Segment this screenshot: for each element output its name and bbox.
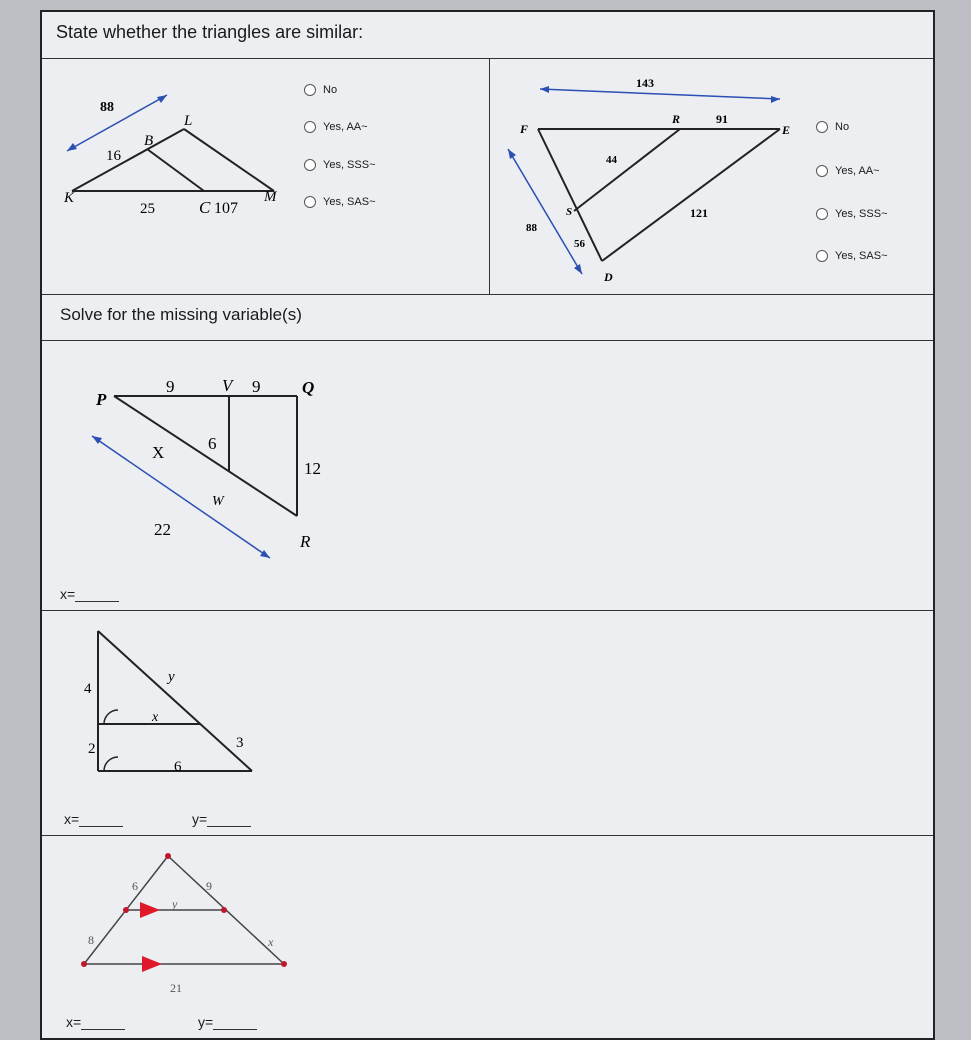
answer-blank[interactable] bbox=[81, 1017, 125, 1030]
value-107: 107 bbox=[214, 200, 238, 217]
answer-y[interactable]: y= bbox=[192, 811, 251, 827]
answer-blank[interactable] bbox=[75, 589, 119, 602]
label-C: C bbox=[199, 198, 211, 217]
value-6: 6 bbox=[174, 759, 182, 775]
answer-x[interactable]: x= bbox=[60, 586, 119, 602]
label-V: V bbox=[222, 376, 233, 395]
problem-3-row bbox=[42, 341, 933, 611]
label-L: L bbox=[184, 113, 193, 129]
value-88: 88 bbox=[100, 100, 114, 115]
label-X: X bbox=[152, 443, 165, 462]
value-top-9-b: 9 bbox=[252, 377, 261, 396]
label-R: R bbox=[672, 112, 681, 126]
value-16: 16 bbox=[106, 148, 121, 164]
value-44: 44 bbox=[606, 154, 617, 166]
variable-x: x bbox=[152, 710, 159, 725]
answer-x[interactable]: x= bbox=[66, 1014, 125, 1030]
label-K: K bbox=[64, 190, 75, 206]
value-88: 88 bbox=[526, 222, 537, 234]
label-W: W bbox=[212, 494, 224, 509]
value-143: 143 bbox=[636, 76, 654, 90]
option-sss[interactable]: Yes, SSS~ bbox=[816, 208, 888, 220]
value-21: 21 bbox=[170, 981, 182, 995]
variable-y: y bbox=[168, 669, 175, 685]
worksheet bbox=[40, 10, 935, 1040]
problem-4-row bbox=[42, 611, 933, 836]
value-121: 121 bbox=[690, 206, 708, 220]
section-header-similar bbox=[42, 12, 933, 59]
radio-button[interactable] bbox=[304, 159, 316, 171]
label-P: P bbox=[96, 390, 107, 409]
answer-y[interactable]: y= bbox=[198, 1014, 257, 1030]
label-Q: Q bbox=[302, 378, 315, 397]
value-12: 12 bbox=[304, 459, 321, 478]
answer-blank[interactable] bbox=[213, 1017, 257, 1030]
section-heading: Solve for the missing variable(s) bbox=[60, 305, 302, 324]
problem-5-row bbox=[42, 836, 933, 1038]
problem-5-diagram bbox=[42, 836, 342, 1036]
problem-1-cell bbox=[42, 59, 490, 294]
section-header-solve bbox=[42, 295, 933, 341]
radio-button[interactable] bbox=[304, 196, 316, 208]
value-25: 25 bbox=[140, 201, 155, 217]
label-D: D bbox=[604, 270, 613, 284]
value-8: 8 bbox=[88, 933, 94, 947]
value-6: 6 bbox=[132, 879, 138, 893]
label-S: S bbox=[566, 206, 573, 218]
problem-1-diagram bbox=[42, 59, 490, 295]
label-M: M bbox=[264, 189, 277, 205]
value-56: 56 bbox=[574, 238, 585, 250]
value-3: 3 bbox=[236, 735, 244, 751]
option-aa[interactable]: Yes, AA~ bbox=[304, 121, 368, 133]
answer-blank[interactable] bbox=[79, 814, 123, 827]
option-sas[interactable]: Yes, SAS~ bbox=[816, 250, 888, 262]
answer-x[interactable]: x= bbox=[64, 811, 123, 827]
option-sas[interactable]: Yes, SAS~ bbox=[304, 196, 376, 208]
value-2: 2 bbox=[88, 741, 96, 757]
problem-2-cell bbox=[490, 59, 933, 294]
radio-button[interactable] bbox=[816, 208, 828, 220]
radio-button[interactable] bbox=[304, 84, 316, 96]
similarity-problems-row bbox=[42, 59, 933, 295]
label-B: B bbox=[144, 133, 154, 149]
value-22: 22 bbox=[154, 520, 171, 539]
value-6: 6 bbox=[208, 434, 217, 453]
option-aa[interactable]: Yes, AA~ bbox=[816, 165, 880, 177]
answer-blank[interactable] bbox=[207, 814, 251, 827]
variable-y: y bbox=[172, 897, 178, 911]
option-no[interactable]: No bbox=[304, 84, 337, 96]
radio-button[interactable] bbox=[304, 121, 316, 133]
radio-button[interactable] bbox=[816, 165, 828, 177]
problem-3-diagram bbox=[42, 341, 342, 611]
value-4: 4 bbox=[84, 681, 92, 697]
section-heading: State whether the triangles are similar: bbox=[56, 22, 364, 42]
radio-button[interactable] bbox=[816, 250, 828, 262]
value-9: 9 bbox=[206, 879, 212, 893]
variable-x: x bbox=[268, 935, 274, 949]
value-top-9: 9 bbox=[166, 377, 175, 396]
label-R: R bbox=[300, 532, 311, 551]
option-no[interactable]: No bbox=[816, 121, 849, 133]
option-sss[interactable]: Yes, SSS~ bbox=[304, 159, 376, 171]
value-91: 91 bbox=[716, 112, 728, 126]
label-E: E bbox=[782, 123, 791, 137]
problem-4-diagram bbox=[42, 611, 342, 836]
label-F: F bbox=[520, 122, 529, 136]
radio-button[interactable] bbox=[816, 121, 828, 133]
